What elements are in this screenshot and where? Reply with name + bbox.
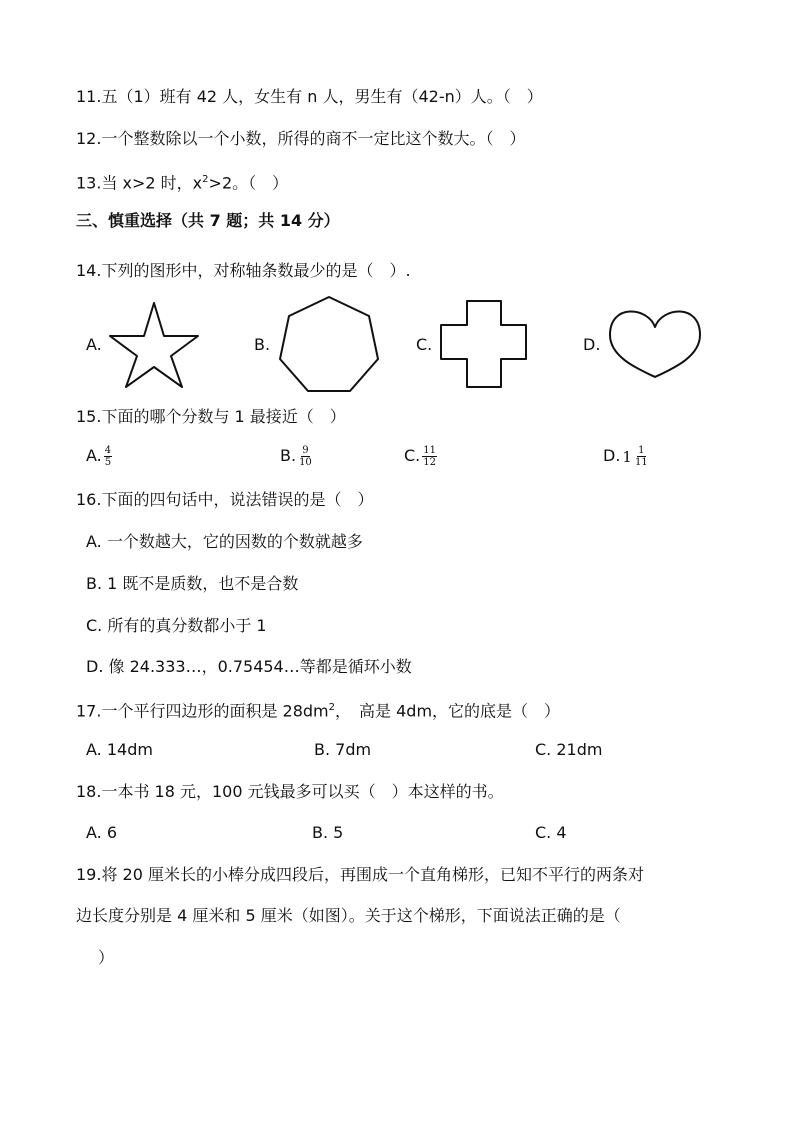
q16-option-a: A. 一个数越大，它的因数的个数就越多	[86, 532, 363, 551]
question-14-stem: 14.下列的图形中，对称轴条数最少的是（ ）.	[76, 261, 411, 280]
q15-option-b	[280, 445, 313, 468]
question-13	[76, 170, 288, 193]
q15-option-a	[86, 445, 112, 468]
star-icon	[108, 301, 200, 389]
q14-option-d-label: D.	[583, 335, 601, 354]
numerator: 4	[104, 445, 112, 456]
numerator: 11	[423, 445, 436, 456]
question-12: 12.一个整数除以一个小数，所得的商不一定比这个数大。（ ）	[76, 129, 526, 148]
heptagon-icon	[278, 295, 380, 393]
q16-option-d: D. 像 24.333…，0.75454…等都是循环小数	[86, 657, 412, 676]
question-17-stem	[76, 698, 560, 721]
q14-option-a-label: A.	[86, 335, 102, 354]
question-11: 11.五（1）班有 42 人，女生有 n 人，男生有（42-n）人。（ ）	[76, 87, 543, 106]
denominator: 5	[104, 457, 112, 468]
question-17-stem-a: 17.一个平行四边形的面积是 28dm	[76, 701, 329, 721]
q15-option-b-label: B.	[280, 446, 297, 465]
question-19-line-1: 19.将 20 厘米长的小棒分成四段后，再围成一个直角梯形，已知不平行的两条对	[76, 865, 644, 884]
question-18-stem: 18.一本书 18 元，100 元钱最多可以买（ ）本这样的书。	[76, 782, 504, 801]
numerator: 1	[638, 445, 645, 456]
q14-option-b-label: B.	[254, 335, 271, 354]
q18-option-b: B. 5	[312, 823, 344, 842]
q18-option-c: C. 4	[535, 823, 567, 842]
question-19-line-2: 边长度分别是 4 厘米和 5 厘米（如图）。关于这个梯形，下面说法正确的是（	[76, 906, 621, 925]
q15-option-a-label: A.	[86, 446, 102, 465]
question-13-rest: >2。（ ）	[208, 173, 289, 193]
question-13-text: 13.当 x>2 时，x	[76, 173, 203, 193]
heart-icon	[608, 305, 702, 379]
q16-option-c: C. 所有的真分数都小于 1	[86, 616, 267, 635]
q15-option-c-label: C.	[404, 446, 421, 465]
q16-option-b: B. 1 既不是质数，也不是合数	[86, 574, 299, 593]
cross-icon	[439, 299, 529, 389]
q15-option-c	[404, 445, 437, 468]
question-16-stem: 16.下面的四句话中，说法错误的是（ ）	[76, 490, 374, 509]
question-13-sup: 2	[202, 174, 209, 185]
denominator: 11	[634, 457, 648, 468]
fraction	[104, 445, 112, 468]
q15-option-d-label: D.	[603, 446, 621, 465]
question-17-stem-b: ， 高是 4dm，它的底是（ ）	[335, 701, 561, 721]
section-3-heading: 三、慎重选择（共 7 题；共 14 分）	[76, 211, 340, 230]
q17-option-c: C. 21dm	[535, 740, 603, 759]
fraction	[634, 445, 649, 468]
fraction	[422, 445, 437, 468]
fraction	[298, 445, 313, 468]
q14-option-c-label: C.	[416, 335, 433, 354]
numerator: 9	[302, 445, 309, 456]
denominator: 12	[423, 457, 436, 468]
question-19-line-3: ）	[98, 948, 115, 967]
whole-number: 1	[622, 447, 632, 466]
question-15-stem: 15.下面的哪个分数与 1 最接近（ ）	[76, 407, 346, 426]
question-17-sup: 2	[328, 702, 336, 713]
q15-option-d	[603, 445, 649, 468]
q17-option-b: B. 7dm	[314, 740, 372, 759]
denominator: 10	[299, 457, 312, 468]
q17-option-a: A. 14dm	[86, 740, 153, 759]
q18-option-a: A. 6	[86, 823, 118, 842]
